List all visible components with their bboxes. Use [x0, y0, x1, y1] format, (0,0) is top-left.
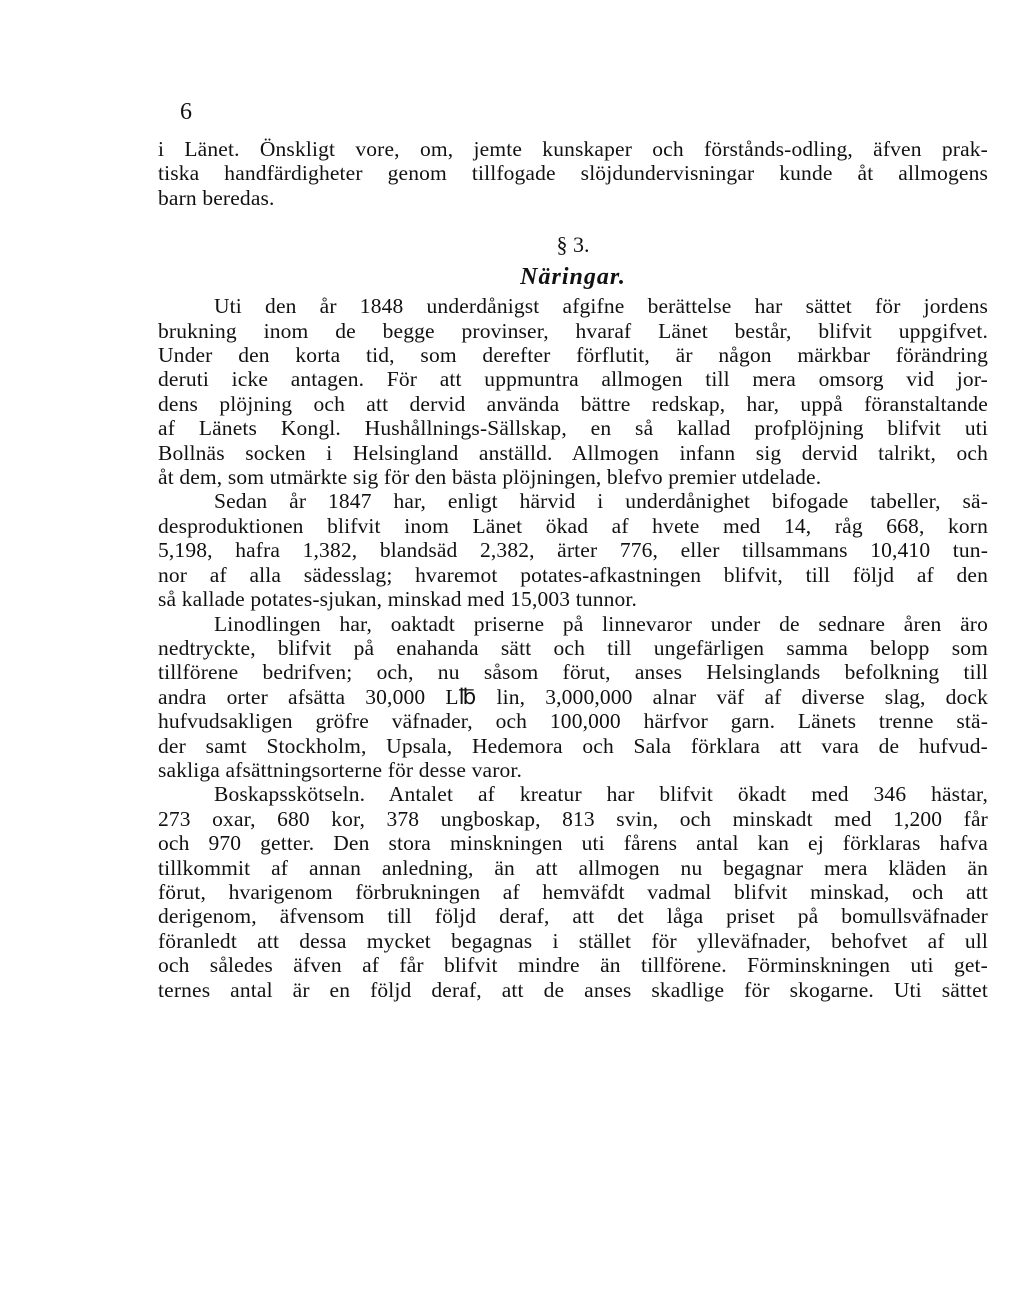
intro-paragraph [158, 137, 988, 210]
text-line: nedtryckte, blifvit på enahanda sätt och till ungefärligen samma belopp som [158, 635, 988, 660]
text-line: Boskapsskötseln. Antalet af kreatur har blifvit ökadt med 346 hästar, [214, 782, 988, 807]
text-line: Under den korta tid, som derefter förflutit, är någon märkbar förändring [158, 343, 988, 368]
text-line: sakliga afsättningsorterne för desse varor. [158, 757, 523, 782]
text-line: barn beredas. [158, 185, 275, 210]
text-line: Bollnäs socken i Helsingland anställd. Allmogen infann sig dervid talrikt, och [158, 440, 988, 465]
text-line: Uti den år 1848 underdånigst afgifne berättelse har sättet för jordens [214, 294, 988, 319]
text-line: dens plöjning och att dervid använda bättre redskap, har, uppå föranstaltande [158, 391, 988, 416]
text-line: derigenom, äfvensom till följd deraf, att det låga priset på bomullsväfnader [158, 904, 988, 929]
text-line: tillförene bedrifven; och, nu såsom förut, anses Helsinglands befolkning till [158, 660, 988, 685]
text-line: brukning inom de begge provinser, hvaraf Länet består, blifvit uppgifvet. [158, 318, 988, 343]
text-line: så kallade potates-sjukan, minskad med 15,003 tunnor. [158, 587, 638, 612]
text-line: desproduktionen blifvit inom Länet ökad af hvete med 14, råg 668, korn [158, 513, 988, 538]
page-body [158, 137, 988, 1002]
paragraph-livestock [158, 782, 988, 1002]
text-line: och således äfven af får blifvit mindre än tillförene. Förminskningen uti get- [158, 953, 988, 978]
paragraph-agriculture [158, 294, 988, 489]
text-line: i Länet. Önskligt vore, om, jemte kunskaper och förstånds-odling, äfven prak- [158, 137, 988, 161]
section-number: § 3. [556, 232, 590, 258]
text-line: 5,198, hafra 1,382, blandsäd 2,382, ärter 776, eller tillsammans 10,410 tun- [158, 538, 988, 563]
text-line: der samt Stockholm, Upsala, Hedemora och Sala förklara att vara de hufvud- [158, 733, 988, 758]
text-line: tillkommit af annan anledning, än att allmogen nu begagnar mera kläden än [158, 855, 988, 880]
text-line: Sedan år 1847 har, enligt härvid i underdånighet bifogade tabeller, sä- [214, 489, 988, 514]
text-line: förut, hvarigenom förbrukningen af hemväfdt vadmal blifvit minskad, och att [158, 879, 988, 904]
paragraph-flax-cultivation [158, 612, 988, 783]
text-line: nor af alla sädesslag; hvaremot potates-afkastningen blifvit, till följd af den [158, 562, 988, 587]
text-line: föranledt att dessa mycket begagnas i stället för ylleväfnader, behofvet af ull [158, 928, 988, 953]
text-line: tiska handfärdigheter genom tillfogade slöjdundervisningar kunde åt allmogens [158, 161, 988, 186]
text-line: Linodlingen har, oaktadt priserne på linnevaror under de sednare åren äro [214, 611, 988, 636]
section-heading: Näringar. [520, 264, 626, 291]
text-line: deruti icke antagen. För att uppmuntra allmogen till mera omsorg vid jor- [158, 367, 988, 392]
text-line: hufvudsakligen gröfre väfnader, och 100,000 härfvor garn. Länets trenne stä- [158, 709, 988, 734]
paragraph-grain-production [158, 489, 988, 611]
text-line: 273 oxar, 680 kor, 378 ungboskap, 813 svin, och minskadt med 1,200 får [158, 806, 988, 831]
text-line: ternes antal är en följd deraf, att de anses skadlige för skogarne. Uti sättet [158, 977, 988, 1002]
page-number: 6 [180, 99, 192, 125]
text-line: af Länets Kongl. Hushållnings-Sällskap, en så kallad profplöjning blifvit uti [158, 416, 988, 441]
text-line: åt dem, som utmärkte sig för den bästa plöjningen, blefvo premier utdelade. [158, 465, 822, 490]
text-line: och 970 getter. Den stora minskningen uti fårens antal kan ej förklaras hafva [158, 831, 988, 856]
text-line: andra orter afsätta 30,000 L℔ lin, 3,000,000 alnar väf af diverse slag, dock [158, 684, 988, 709]
